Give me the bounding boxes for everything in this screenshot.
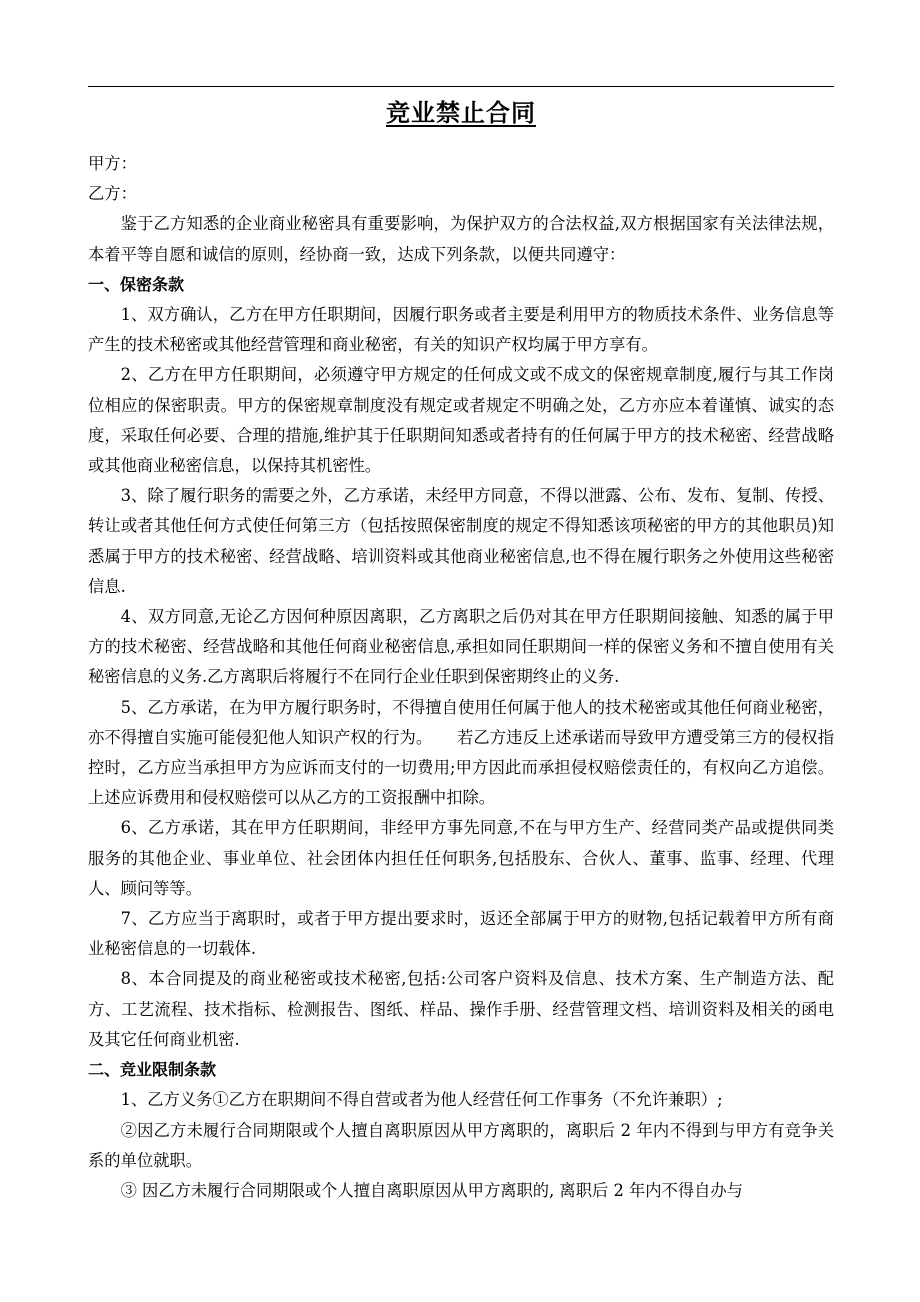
document-page — [88, 0, 834, 1302]
confidentiality-clause-4: 4、双方同意,无论乙方因何种原因离职，乙方离职之后仍对其在甲方任职期间接触、知悉的属于甲方的技术秘密、经营战略和其他任何商业秘密信息,承担如同任职期间一样的保密义务和不擅自使用有关秘密信息的义务.乙方离职后将履行不在同行企业任职到保密期终止的义务. — [88, 607, 834, 687]
document-body — [88, 149, 834, 1206]
confidentiality-clause-5: 5、乙方承诺，在为甲方履行职务时，不得擅自使用任何属于他人的技术秘密或其他任何商业秘密，亦不得擅自实施可能侵犯他人知识产权的行为。 若乙方违反上述承诺而导致甲方遭受第三方的侵权指控时，乙方应当承担甲方为应诉而支付的一切费用;甲方因此而承担侵权赔偿责任的，有权向乙方追偿。上述应诉费用和侵权赔偿可以从乙方的工资报酬中扣除。 — [88, 697, 834, 808]
party-b-line: 乙方： — [88, 184, 137, 204]
confidentiality-clause-7: 7、乙方应当于离职时，或者于甲方提出要求时，返还全部属于甲方的财物,包括记载着甲方所有商业秘密信息的一切载体. — [88, 909, 834, 959]
confidentiality-clause-2: 2、乙方在甲方任职期间，必须遵守甲方规定的任何成文或不成文的保密规章制度,履行与其工作岗位相应的保密职责。甲方的保密规章制度没有规定或者规定不明确之处，乙方亦应本着谨慎、诚实的态度，采取任何必要、合理的措施,维护其于任职期间知悉或者持有的任何属于甲方的技术秘密、经营战略或其他商业秘密信息，以保持其机密性。 — [88, 365, 834, 476]
confidentiality-clause-1: 1、双方确认，乙方在甲方任职期间，因履行职务或者主要是利用甲方的物质技术条件、业务信息等产生的技术秘密或其他经营管理和商业秘密，有关的知识产权均属于甲方享有。 — [88, 305, 834, 355]
non-compete-clause-2: ②因乙方未履行合同期限或个人擅自离职原因从甲方离职的，离职后 2 年内不得到与甲方有竞争关系的单位就职。 — [88, 1120, 834, 1170]
confidentiality-clause-8: 8、本合同提及的商业秘密或技术秘密,包括:公司客户资料及信息、技术方案、生产制造方法、配方、工艺流程、技术指标、检测报告、图纸、样品、操作手册、经营管理文档、培训资料及相关的函电及其它任何商业机密. — [88, 969, 834, 1049]
non-compete-clause-3: ③ 因乙方未履行合同期限或个人擅自离职原因从甲方离职的, 离职后 2 年内不得自办与 — [120, 1180, 743, 1200]
preamble-paragraph: 鉴于乙方知悉的企业商业秘密具有重要影响，为保护双方的合法权益,双方根据国家有关法律法规，本着平等自愿和诚信的原则，经协商一致，达成下列条款，以便共同遵守： — [88, 214, 834, 264]
party-a-line: 甲方： — [88, 154, 137, 173]
section-heading-confidentiality: 一、保密条款 — [88, 274, 185, 294]
confidentiality-clause-6: 6、乙方承诺，其在甲方任职期间，非经甲方事先同意,不在与甲方生产、经营同类产品或提供同类服务的其他企业、事业单位、社会团体内担任任何职务,包括股东、合伙人、董事、监事、经理、代理人、顾问等等。 — [88, 818, 834, 898]
document-title: 竞业禁止合同 — [386, 98, 536, 127]
non-compete-clause-1: 1、乙方义务①乙方在职期间不得自营或者为他人经营任何工作事务（不允许兼职）; — [120, 1090, 723, 1110]
confidentiality-clause-3: 3、除了履行职务的需要之外，乙方承诺，未经甲方同意，不得以泄露、公布、发布、复制、传授、转让或者其他任何方式使任何第三方（包括按照保密制度的规定不得知悉该项秘密的甲方的其他职员)知悉属于甲方的技术秘密、经营战略、培训资料或其他商业秘密信息,也不得在履行职务之外使用这些秘密信息. — [88, 486, 834, 596]
section-heading-non-compete: 二、竞业限制条款 — [88, 1060, 217, 1080]
header-rule — [88, 86, 834, 87]
